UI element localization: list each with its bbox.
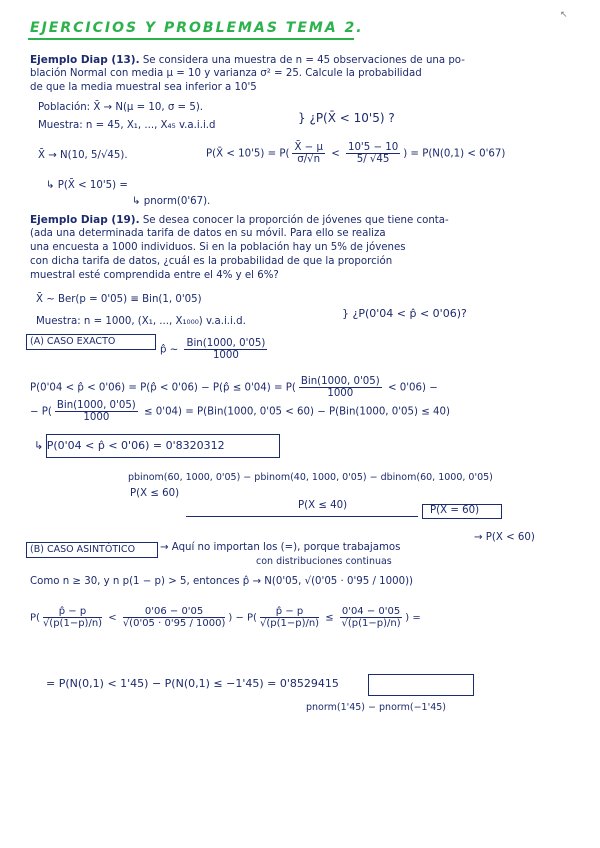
ex1-equation: P(X̄ < 10'5) = P( $\frac{X̄ - \mu}{\sigma/√n}$ < $\frac{10'5 - 10}{5/ √45}$ ) = P(N(0,1) < 0'67) [206,142,506,165]
ex1-frac1: $\frac{X̄ - \mu}{\sigma/√n}$ [294,142,323,165]
ex2-line2: (ada una determinada tarifa de datos en su móvil. Para ello se realiza [30,228,386,239]
px-eq-60: P(X = 60) [430,505,480,516]
big-frac3: $\frac{p̂ - p}{√(p(1-p)/n)}$ [259,606,320,629]
ex1-text1: Se considera una muestra de n = 45 observaciones de una po- [139,55,465,66]
caseB-label: (B) CASO ASINTÓTICO [30,544,136,555]
ex2-line5: muestral esté comprendida entre el 4% y el 6%? [30,270,279,281]
caseA-label: (A) CASO EXACTO [30,336,116,347]
pnorm-final: pnorm(1'45) − pnorm(−1'45) [306,702,446,713]
ex2-line3: una encuesta a 1000 individuos. Si en la población hay un 5% de jóvenes [30,242,406,253]
caseB-text2: con distribuciones continuas [256,556,392,567]
caseB-text: → Aquí no importan los (=), porque trabajamos [160,542,401,553]
px-lt-60: → P(X < 60) [474,532,535,543]
ex2-p1: P(0'04 < p̂ < 0'06) = P(p̂ < 0'06) − P(p̂ ≤ 0'04) = P( $\frac{\text{Bin(1000, 0'05)}}{1000}$ < 0'06) − [30,376,438,399]
big-frac4: $\frac{0'04 - 0'05}{√(p(1-p)/n)}$ [341,606,401,629]
ex2-line1 [30,214,449,227]
big-frac2: $\frac{0'06 - 0'05}{√(0'05 \cdot 0'95 / 1000)}$ [122,606,226,629]
ex1-arrow-p: ↳ P(X̄ < 10'5) = [46,180,128,191]
corner-mark: ↖ [560,10,568,20]
ex2-final: = P(N(0,1) < 1'45) − P(N(0,1) ≤ −1'45) = 0'8529415 [46,677,339,690]
ex2-p2-frac: $\frac{\text{Bin(1000, 0'05)}}{1000}$ [56,400,136,423]
ex1-frac2: $\frac{10'5 - 10}{5/ √45}$ [347,142,399,165]
ex2-phat: p̂ ~ $\frac{\text{Bin(1000, 0'05)}}{1000}$ [160,338,266,361]
ex2-muestra: Muestra: n = 1000, (X₁, ..., X₁₀₀₀) v.a.i.i.d. [36,316,246,327]
px-le-60: P(X ≤ 60) [130,488,180,499]
ex1-poblacion: Población: X̄ → N(μ = 10, σ = 5). [38,102,204,113]
ex2-p1-frac: $\frac{\text{Bin(1000, 0'05)}}{1000}$ [300,376,380,399]
resultB-box [368,674,474,696]
ex2-question: } ¿P(0'04 < p̂ < 0'06)? [342,307,467,320]
ex1-pnorm: ↳ pnorm(0'67). [132,196,211,207]
ex2-phat-frac: $\frac{\text{Bin(1000, 0'05)}}{1000}$ [186,338,266,361]
big-frac1: $\frac{p̂ - p}{√(p(1-p)/n)}$ [42,606,103,629]
ex2-ber: X̄ ~ Ber(p = 0'05) ≡ Bin(1, 0'05) [36,294,202,305]
ex1-line2: blación Normal con media μ = 10 y varianza σ² = 25. Calcule la probabilidad [30,68,422,79]
ex2-line4: con dicha tarifa de datos, ¿cuál es la probabilidad de que la proporción [30,256,393,267]
ex1-heading: Ejemplo Diap (13). [30,54,140,66]
page-title: EJERCICIOS Y PROBLEMAS TEMA 2. [30,20,364,36]
resultA: ↳ P(0'04 < p̂ < 0'06) = 0'8320312 [34,439,225,452]
ex1-line3: de que la media muestral sea inferior a 10'5 [30,82,257,93]
pbinom-bracket [186,516,418,517]
ex2-heading: Ejemplo Diap (19). [30,214,140,226]
ex1-question: } ¿P(X̄ < 10'5) ? [298,111,395,125]
ex2-text1: Se desea conocer la proporción de jóvenes que tiene conta- [139,215,449,226]
ex2-p2: − P( $\frac{\text{Bin(1000, 0'05)}}{1000}$ ≤ 0'04) = P(Bin(1000, 0'05 < 60) − P(Bin(1000, 0'05) ≤ 40) [30,400,450,423]
ex1-line1 [30,54,465,67]
ex2-big-eq: P( $\frac{p̂ - p}{√(p(1-p)/n)}$ < $\frac{0'06 - 0'05}{√(0'05 \cdot 0'95 / 1000)}$ ) − P( $\frac{p̂ - p}{√(p(1-p)/n)}$ ≤ $\frac{0'04 - 0'05}{√(p(1-p)/n)}$ ) = [30,606,421,629]
ex2-como: Como n ≥ 30, y n p(1 − p) > 5, entonces p̂ → N(0'05, √(0'05 · 0'95 / 1000)) [30,576,414,587]
pbinom-line: pbinom(60, 1000, 0'05) − pbinom(40, 1000, 0'05) − dbinom(60, 1000, 0'05) [128,472,493,483]
ex1-dist: X̄ → N(10, 5/√45). [38,150,128,161]
px-le-40: P(X ≤ 40) [298,500,348,511]
title-underline [28,38,354,40]
ex1-muestra: Muestra: n = 45, X₁, ..., X₄₅ v.a.i.i.d [38,120,216,131]
